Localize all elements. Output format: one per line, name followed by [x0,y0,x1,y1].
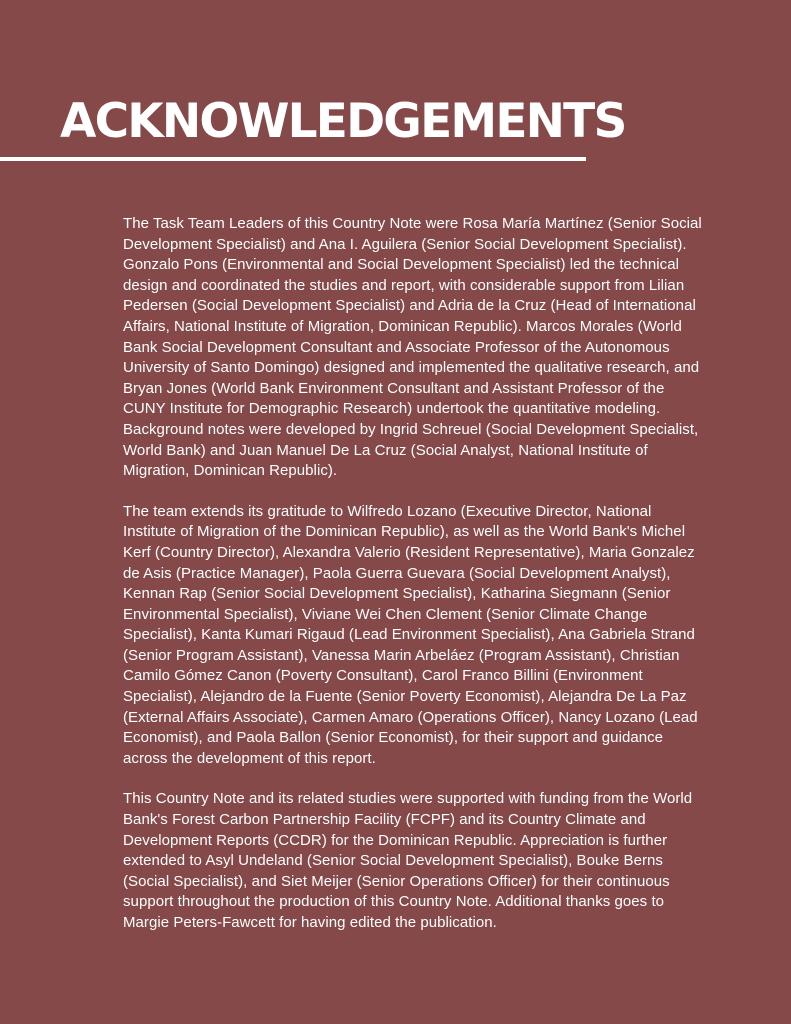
acknowledgements-body [123,214,707,954]
paragraph-funding: This Country Note and its related studies were supported with funding from the World Bank's Forest Carbon Partnership Facility (FCPF) and its Country Climate and Development Reports (CCDR) for the Dominican Republic. Appreciation is further extended to Asyl Undeland (Senior Social Development Specialist), Bouke Berns (Social Specialist), and Siet Meijer (Senior Operations Officer) for their continuous support throughout the production of this Country Note. Additional thanks goes to Margie Peters-Fawcett for having edited the publication. [123,790,693,931]
title-underline-divider [0,157,586,161]
paragraph-task-team: The Task Team Leaders of this Country Note were Rosa María Martínez (Senior Social Development Specialist) and Ana I. Aguilera (Senior Social Development Specialist). Gonzalo Pons (Environmental and Social Development Specialist) led the technical design and coordinated the studies and report, with considerable support from Lilian Pedersen (Social Development Specialist) and Adria de la Cruz (Head of International Affairs, National Institute of Migration, Dominican Republic). Marcos Morales (World Bank Social Development Consultant and Associate Professor of the Autonomous University of Santo Domingo) designed and implemented the qualitative research, and Bryan Jones (World Bank Environment Consultant and Assistant Professor of the CUNY Institute for Demographic Research) undertook the quantitative modeling. Background notes were developed by Ingrid Schreuel (Social Development Specialist, World Bank) and Juan Manuel De La Cruz (Social Analyst, National Institute of Migration, Dominican Republic). [123,215,702,480]
page-title: ACKNOWLEDGEMENTS [60,94,626,149]
paragraph-gratitude: The team extends its gratitude to Wilfredo Lozano (Executive Director, National Institute of Migration of the Dominican Republic), as well as the World Bank's Michel Kerf (Country Director), Alexandra Valerio (Resident Representative), Maria Gonzalez de Asis (Practice Manager), Paola Guerra Guevara (Social Development Analyst), Kennan Rap (Senior Social Development Specialist), Katharina Siegmann (Senior Environmental Specialist), Viviane Wei Chen Clement (Senior Climate Change Specialist), Kanta Kumari Rigaud (Lead Environment Specialist), Ana Gabriela Strand (Senior Program Assistant), Vanessa Marin Arbeláez (Program Assistant), Christian Camilo Gómez Canon (Poverty Consultant), Carol Franco Billini (Environment Specialist), Alejandro de la Fuente (Senior Poverty Economist), Alejandra De La Paz (External Affairs Associate), Carmen Amaro (Operations Officer), Nancy Lozano (Lead Economist), and Paola Ballon (Senior Economist), for their support and guidance across the development of this report. [123,502,698,767]
